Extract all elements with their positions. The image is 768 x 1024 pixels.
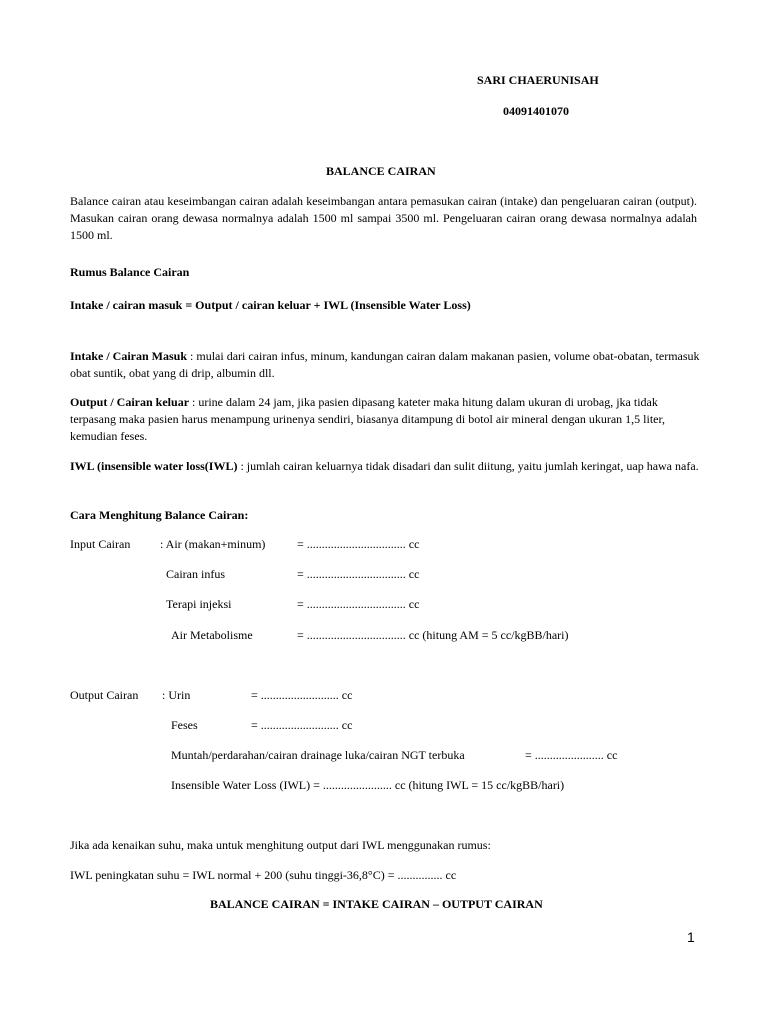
fever-formula: IWL peningkatan suhu = IWL normal + 200 (suhu tinggi-36,8°C) = ............... cc [70,868,457,882]
definition-iwl-term: IWL (insensible water loss(IWL) [70,459,238,473]
definition-output-text: : urine dalam 24 jam, jika pasien dipasang kateter maka hitung dalam ukuran di urobag, jka tidak terpasang maka pasien harus menampung urinenya sendiri, biasanya ditampung di botol air mineral dengan ukuran 1,5 liter, kemudian feses. [70,395,666,443]
definition-intake-term: Intake / Cairan Masuk [70,349,188,363]
definition-output [70,394,700,445]
formula-text: Intake / cairan masuk = Output / cairan keluar + IWL (Insensible Water Loss) [70,298,471,312]
formula-heading: Rumus Balance Cairan [70,265,190,279]
author-name: SARI CHAERUNISAH [477,73,599,87]
output-item: Insensible Water Loss (IWL) = ....................... cc (hitung IWL = 15 cc/kgBB/hari) [171,778,565,792]
input-label: Input Cairan [70,537,131,551]
output-label: Output Cairan [70,688,139,702]
input-item: Cairan infus [166,567,225,581]
calc-heading: Cara Menghitung Balance Cairan: [70,508,249,522]
intro-paragraph: Balance cairan atau keseimbangan cairan adalah keseimbangan antara pemasukan cairan (intake) dan pengeluaran cairan (output). Masukan cairan orang dewasa normalnya adalah 1500 ml sampai 3500 ml. Pengeluaran cairan orang dewasa normalnya adalah 1500 ml. [70,194,697,242]
output-value: = .......................... cc [251,718,353,732]
input-value: = ................................. cc (hitung AM = 5 cc/kgBB/hari) [297,628,569,642]
definition-iwl [70,458,700,475]
input-value: = ................................. cc [297,567,420,581]
page-number: 1 [687,929,695,945]
output-item: Feses [171,718,198,732]
final-formula: BALANCE CAIRAN = INTAKE CAIRAN – OUTPUT CAIRAN [210,897,543,911]
input-value: = ................................. cc [297,537,420,551]
output-value: = ....................... cc [525,748,618,762]
output-value: = .......................... cc [251,688,353,702]
student-id: 04091401070 [503,104,569,118]
output-item: Muntah/perdarahan/cairan drainage luka/cairan NGT terbuka [171,748,465,762]
page-title: BALANCE CAIRAN [326,164,436,178]
definition-output-term: Output / Cairan keluar [70,395,190,409]
input-item: Air Metabolisme [171,628,253,642]
fever-note: Jika ada kenaikan suhu, maka untuk menghitung output dari IWL menggunakan rumus: [70,838,491,852]
input-value: = ................................. cc [297,597,420,611]
definition-iwl-text: : jumlah cairan keluarnya tidak disadari dan sulit diitung, yaitu jumlah keringat, uap hawa nafa. [237,459,699,473]
input-item: Terapi injeksi [166,597,232,611]
output-item: : Urin [162,688,191,702]
definition-intake-text: : mulai dari cairan infus, minum, kandungan cairan dalam makanan pasien, volume obat-obatan, termasuk obat suntik, obat yang di drip, albumin dll. [70,349,700,380]
definition-intake [70,348,700,382]
input-item: : Air (makan+minum) [160,537,266,551]
